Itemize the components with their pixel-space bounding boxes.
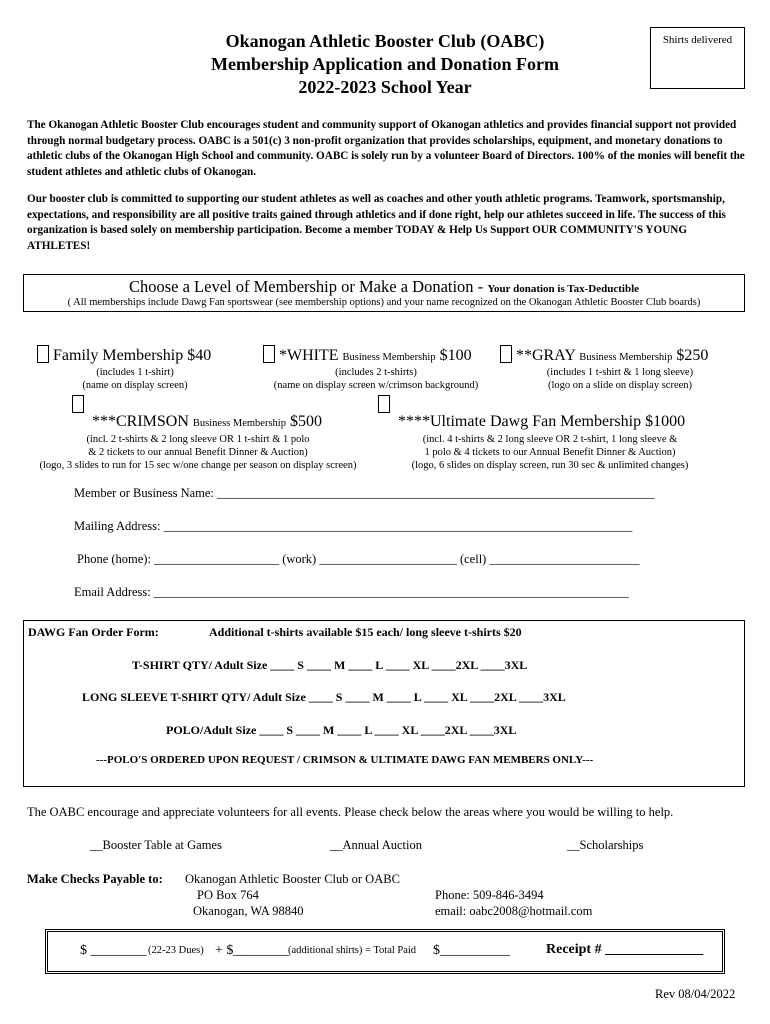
intro-paragraph-1: The Okanogan Athletic Booster Club encourages student and community support of Okanogan athletics and provides financial support not provided through normal budgetary process. OABC is a 501(c) 3 non-profit organization that provides scholarships, equipment, and monetary donations to athletic clubs of the Okanogan High School and community. OABC is solely run by a volunteer Board of Directors. 100% of the monies will benefit the student athletes and athletic clubs of Okanogan.	[27, 119, 745, 178]
contact-email: email: oabc2008@hotmail.com	[435, 904, 593, 918]
option-white[interactable]: *WHITE Business Membership $100	[263, 345, 472, 365]
polo-note: ---POLO'S ORDERED UPON REQUEST / CRIMSON & ULTIMATE DAWG FAN MEMBERS ONLY---	[96, 754, 594, 766]
dues-label: (22-23 Dues)	[148, 945, 204, 956]
option-crimson-notes: (incl. 2 t-shirts & 2 long sleeve OR 1 t-shirt & 1 polo & 2 tickets to our annual Benefit Dinner & Auction) (logo, 3 slides to run for 15 sec w/one change per season on display screen)	[39, 434, 357, 471]
total-paid-field[interactable]: $__________	[433, 943, 510, 958]
option-family-notes: (includes 1 t-shirt) (name on display screen)	[82, 367, 188, 391]
checkbox-crimson[interactable]	[72, 395, 84, 413]
shirts-delivered-label: Shirts delivered	[662, 34, 733, 46]
phone-field[interactable]: Phone (home): ____________________ (work) ______________________ (cell) ________________________	[77, 552, 640, 566]
payment-summary-box	[45, 929, 725, 974]
additional-label: (additional shirts) = Total Paid	[288, 945, 417, 956]
checkbox-white[interactable]	[263, 345, 275, 363]
option-gray-notes: (includes 1 t-shirt & 1 long sleeve) (logo on a slide on display screen)	[546, 367, 694, 391]
payee-line-3: Okanogan, WA 98840	[193, 904, 304, 918]
longsleeve-qty-row[interactable]: LONG SLEEVE T-SHIRT QTY/ Adult Size ____ S ____ M ____ L ____ XL ____2XL ____3XL	[82, 690, 566, 704]
payee-line-1: Okanogan Athletic Booster Club or OABC	[185, 872, 400, 886]
option-ultimate-notes: (incl. 4 t-shirts & 2 long sleeve OR 2 t-shirt, 1 long sleeve & 1 polo & 4 tickets to our Annual Benefit Dinner & Auction) (logo, 6 slides on display screen, run 30 sec & unlimited changes)	[411, 434, 689, 471]
option-white-notes: (includes 2 t-shirts) (name on display screen w/crimson background)	[273, 367, 479, 391]
dues-amount-field[interactable]: $ ________	[80, 943, 147, 958]
option-family[interactable]: Family Membership $40	[37, 345, 211, 365]
order-title: DAWG Fan Order Form:	[28, 625, 159, 639]
volunteer-booster-table[interactable]: __Booster Table at Games	[90, 838, 222, 852]
membership-heading-box	[23, 274, 745, 312]
volunteer-annual-auction[interactable]: __Annual Auction	[330, 838, 423, 852]
form-title	[150, 30, 620, 99]
title-line-3: 2022-2023 School Year	[298, 77, 472, 97]
title-line-1: Okanogan Athletic Booster Club (OABC)	[225, 31, 545, 51]
volunteer-text: The OABC encourage and appreciate volunteers for all events. Please check below the areas where you would be willing to help.	[27, 805, 674, 819]
title-line-2: Membership Application and Donation Form	[210, 54, 560, 74]
checkbox-family[interactable]	[37, 345, 49, 363]
checkbox-gray[interactable]	[500, 345, 512, 363]
checkbox-ultimate[interactable]	[378, 395, 390, 413]
polo-qty-row[interactable]: POLO/Adult Size ____ S ____ M ____ L ____ XL ____2XL ____3XL	[166, 723, 517, 737]
option-gray[interactable]: **GRAY Business Membership $250	[500, 345, 708, 365]
revision-date: Rev 08/04/2022	[655, 987, 736, 1001]
mailing-address-field[interactable]: Mailing Address: ___________________________________________________________________________	[74, 519, 633, 533]
checks-payable-label: Make Checks Payable to:	[27, 872, 163, 886]
additional-amount-field[interactable]: + $________	[215, 943, 290, 958]
member-name-field[interactable]: Member or Business Name: ______________________________________________________________________	[74, 486, 655, 500]
payee-line-2: PO Box 764	[197, 888, 259, 902]
contact-phone: Phone: 509-846-3494	[435, 888, 544, 902]
receipt-number-field[interactable]: Receipt # ______________	[546, 942, 704, 957]
volunteer-scholarships[interactable]: __Scholarships	[567, 838, 644, 852]
membership-subheading: ( All memberships include Dawg Fan sportswear (see membership options) and your name recognized on the Okanogan Athletic Booster Club boards)	[67, 297, 701, 308]
tshirt-qty-row[interactable]: T-SHIRT QTY/ Adult Size ____ S ____ M ____ L ____ XL ____2XL ____3XL	[132, 658, 528, 672]
intro-paragraph-2: Our booster club is committed to supporting our student athletes as well as coaches and other youth athletic programs. Teamwork, sportsmanship, expectations, and responsibility are all positive traits gained through athletics and if done right, help our athletes succeed in life. The success of this organization is based solely on membership participation. Become a member TODAY & Help Us Support OUR COMMUNITY'S YOUNG ATHLETES!	[27, 193, 726, 252]
option-crimson[interactable]: ***CRIMSON Business Membership $500	[92, 413, 322, 430]
option-ultimate[interactable]: ****Ultimate Dawg Fan Membership $1000	[398, 413, 686, 430]
membership-heading: Choose a Level of Membership or Make a Donation - Your donation is Tax-Deductible	[128, 277, 640, 296]
shirts-delivered-box[interactable]	[650, 27, 745, 89]
order-pricing: Additional t-shirts available $15 each/ long sleeve t-shirts $20	[209, 625, 522, 639]
dawg-fan-order-form	[23, 620, 745, 787]
email-field[interactable]: Email Address: ____________________________________________________________________________	[74, 585, 629, 599]
